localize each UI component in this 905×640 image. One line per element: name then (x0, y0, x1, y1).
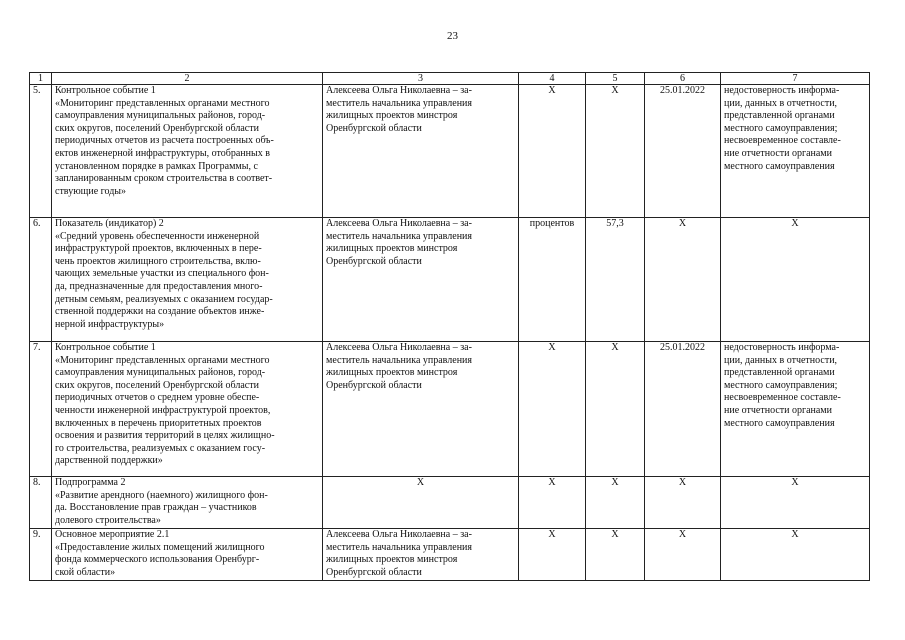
header-cell: 7 (721, 73, 870, 85)
item-description (52, 477, 323, 529)
text-line: представленной органами (724, 367, 835, 379)
text-line: меститель начальника управления (326, 97, 472, 109)
header-cell: 5 (586, 73, 645, 85)
text-line: местного самоуправления; (724, 379, 838, 391)
text-line: «Средний уровень обеспеченности инженерной (55, 230, 260, 242)
text-line: фонда коммерческого использования Оренбург- (55, 554, 260, 566)
risk-description (721, 85, 870, 218)
table-row (30, 85, 870, 218)
responsible-person (323, 529, 519, 581)
text-line: Оренбургской области (326, 255, 422, 267)
item-description (52, 529, 323, 581)
text-line: жилищных проектов минстроя (326, 110, 458, 122)
text-line: запланированным сроком строительства в соответ- (55, 173, 273, 185)
risk-description: Х (721, 529, 870, 581)
text-line: го строительства, реализуемых с оказанием госу- (55, 442, 266, 454)
text-line: жилищных проектов минстроя (326, 367, 458, 379)
text-line: меститель начальника управления (326, 541, 472, 553)
text-line: инфраструктурой проектов, включенных в пере- (55, 243, 262, 255)
item-description (52, 342, 323, 477)
date-cell: Х (645, 477, 721, 529)
value-cell: Х (586, 529, 645, 581)
text-line: «Предоставление жилых помещений жилищного (55, 541, 265, 553)
text-line: Контрольное событие 1 (55, 85, 156, 96)
unit-cell: процентов (519, 218, 586, 342)
unit-cell: Х (519, 529, 586, 581)
table-row (30, 218, 870, 342)
row-number: 5. (30, 85, 52, 218)
text-line: самоуправления муниципальных районов, город- (55, 110, 266, 122)
text-line: дарственной поддержки» (55, 455, 163, 467)
value-cell: Х (586, 477, 645, 529)
row-number: 9. (30, 529, 52, 581)
text-line: Контрольное событие 1 (55, 342, 156, 353)
text-line: местного самоуправления (724, 417, 835, 429)
text-line: жилищных проектов минстроя (326, 554, 458, 566)
date-cell: Х (645, 529, 721, 581)
text-line: ции, данных в отчетности, (724, 97, 838, 109)
text-line: ченности инженерной инфраструктурой проектов, (55, 404, 271, 416)
text-line: самоуправления муниципальных районов, город- (55, 367, 266, 379)
unit-cell: Х (519, 477, 586, 529)
text-line: Алексеева Ольга Николаевна – за- (326, 85, 472, 96)
text-line: несвоевременное составле- (724, 392, 841, 404)
text-line: Основное мероприятие 2.1 (55, 529, 170, 540)
text-line: несвоевременное составле- (724, 135, 841, 147)
text-line: ствующие годы» (55, 185, 127, 197)
text-line: местного самоуправления (724, 160, 835, 172)
unit-cell: Х (519, 85, 586, 218)
text-line: ектов инженерной инфраструктуры, отобранных в (55, 147, 270, 159)
text-line: «Мониторинг представленных органами местного (55, 97, 270, 109)
monitoring-table (29, 72, 870, 581)
header-cell: 4 (519, 73, 586, 85)
text-line: периодичных отчетов из расчета построенных объ- (55, 135, 274, 147)
text-line: чающих земельные участки из специального фон- (55, 268, 269, 280)
text-line: Оренбургской области (326, 122, 422, 134)
item-description (52, 218, 323, 342)
text-line: Оренбургской области (326, 379, 422, 391)
text-line: детным семьям, реализуемых с оказанием государ- (55, 293, 273, 305)
table-header-row (30, 73, 870, 85)
date-cell: 25.01.2022 (645, 85, 721, 218)
value-cell: 57,3 (586, 218, 645, 342)
value-cell: Х (586, 85, 645, 218)
text-line: Алексеева Ольга Николаевна – за- (326, 218, 472, 229)
row-number: 8. (30, 477, 52, 529)
unit-cell: Х (519, 342, 586, 477)
text-line: Алексеева Ольга Николаевна – за- (326, 529, 472, 540)
header-cell: 2 (52, 73, 323, 85)
header-cell: 6 (645, 73, 721, 85)
text-line: недостоверность информа- (724, 85, 840, 96)
date-cell: 25.01.2022 (645, 342, 721, 477)
text-line: Оренбургской области (326, 566, 422, 578)
text-line: меститель начальника управления (326, 230, 472, 242)
text-line: долевого строительства» (55, 514, 161, 526)
table-row (30, 477, 870, 529)
header-cell: 1 (30, 73, 52, 85)
text-line: освоения и развития территорий в целях жилищно- (55, 430, 275, 442)
responsible-person (323, 218, 519, 342)
text-line: да, предназначенные для предоставления много- (55, 280, 263, 292)
text-line: ских округов, поселений Оренбургской области (55, 122, 259, 134)
text-line: ции, данных в отчетности, (724, 354, 838, 366)
date-cell: Х (645, 218, 721, 342)
text-line: местного самоуправления; (724, 122, 838, 134)
risk-description: Х (721, 218, 870, 342)
header-cell: 3 (323, 73, 519, 85)
text-line: Подпрограмма 2 (55, 477, 126, 488)
responsible-person (323, 85, 519, 218)
text-line: ние отчетности органами (724, 147, 832, 159)
text-line: Алексеева Ольга Николаевна – за- (326, 342, 472, 353)
row-number: 6. (30, 218, 52, 342)
risk-description: Х (721, 477, 870, 529)
text-line: Показатель (индикатор) 2 (55, 218, 164, 229)
text-line: установленном порядке в рамках Программы, с (55, 160, 258, 172)
row-number: 7. (30, 342, 52, 477)
text-line: жилищных проектов минстроя (326, 243, 458, 255)
responsible-person (323, 342, 519, 477)
text-line: нерной инфраструктуры» (55, 318, 165, 330)
text-line: недостоверность информа- (724, 342, 840, 353)
responsible-person: Х (323, 477, 519, 529)
page-number: 23 (447, 30, 458, 42)
text-line: да. Восстановление прав граждан – участников (55, 502, 257, 514)
text-line: ственной поддержки на создание объектов инже- (55, 306, 265, 318)
table-row (30, 529, 870, 581)
table-row (30, 342, 870, 477)
text-line: меститель начальника управления (326, 354, 472, 366)
text-line: «Развитие арендного (наемного) жилищного фон- (55, 489, 268, 501)
text-line: представленной органами (724, 110, 835, 122)
text-line: чень проектов жилищного строительства, вклю- (55, 255, 261, 267)
risk-description (721, 342, 870, 477)
text-line: ских округов, поселений Оренбургской области (55, 379, 259, 391)
text-line: ской области» (55, 566, 116, 578)
text-line: включенных в перечень приоритетных проектов (55, 417, 262, 429)
text-line: периодичных отчетов о среднем уровне обеспе- (55, 392, 260, 404)
item-description (52, 85, 323, 218)
text-line: «Мониторинг представленных органами местного (55, 354, 270, 366)
value-cell: Х (586, 342, 645, 477)
text-line: ние отчетности органами (724, 404, 832, 416)
